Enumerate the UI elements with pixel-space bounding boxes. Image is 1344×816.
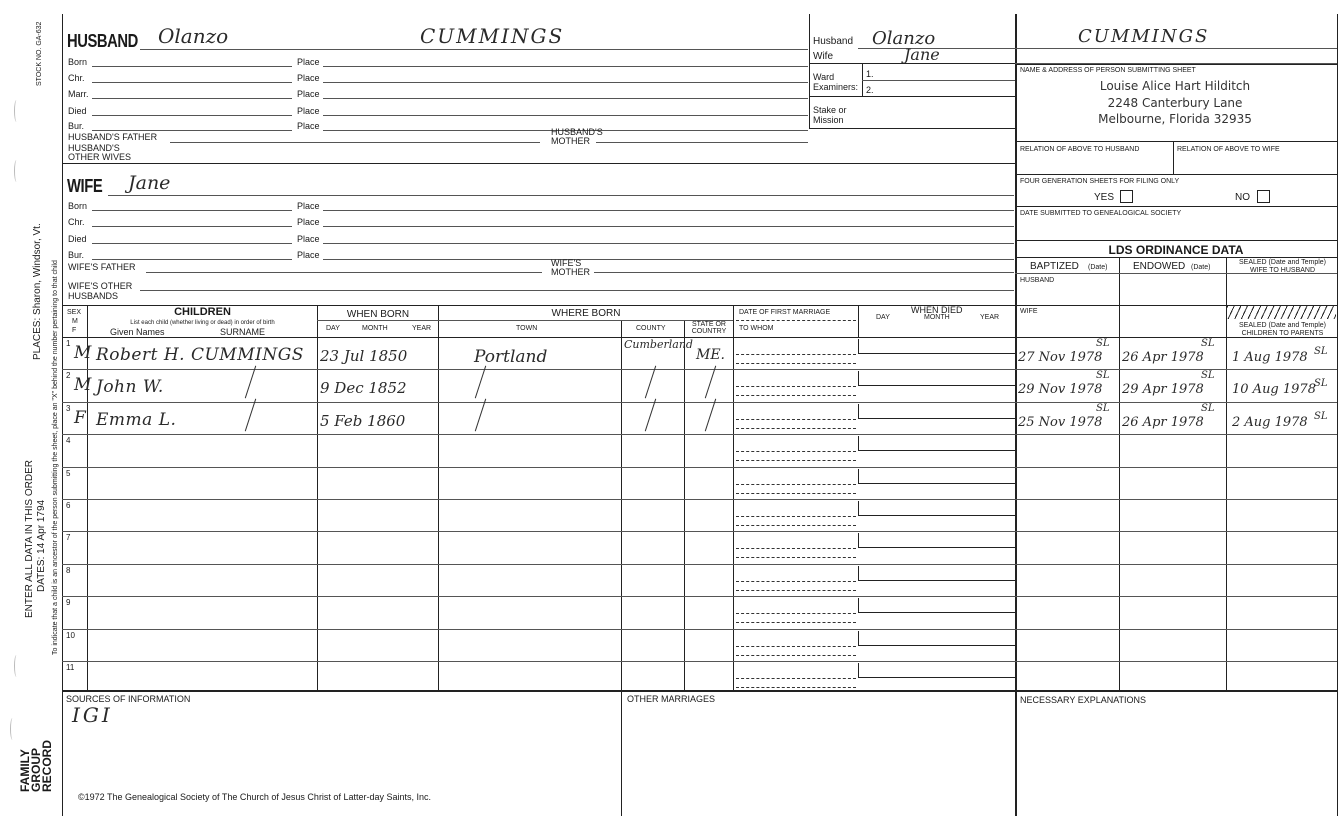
submitter-label: NAME & ADDRESS OF PERSON SUBMITTING SHEET	[1020, 67, 1196, 74]
husband-section-bottom	[62, 163, 1015, 164]
marriage-dash-lower	[736, 687, 856, 688]
four-gen-yes-checkbox[interactable]	[1120, 190, 1133, 203]
header-wife-given: Jane	[904, 45, 940, 64]
ditto-mark	[475, 399, 486, 432]
child-row-number: 5	[66, 469, 71, 478]
husband-surname: CUMMINGS	[420, 24, 565, 48]
child-baptized-code: SL	[1096, 338, 1110, 349]
four-gen-top-line	[1015, 174, 1337, 175]
wife-born-date-line	[92, 210, 292, 211]
child-baptized-date: 29 Nov 1978	[1018, 382, 1103, 397]
ward-label: Ward	[813, 72, 835, 82]
four-gen-no-checkbox[interactable]	[1257, 190, 1270, 203]
marriage-dash	[736, 451, 856, 452]
child-birth-town: Portland	[474, 347, 548, 367]
marriage-dash-lower	[736, 655, 856, 656]
wifes-father-line	[146, 272, 542, 273]
child-sealed-date: 2 Aug 1978	[1232, 415, 1308, 430]
child-birth-state: ME.	[696, 347, 726, 363]
death-date-cell	[858, 469, 1016, 484]
where-born-label: WHERE BORN	[551, 308, 621, 319]
husband-chr-place-line	[323, 82, 808, 83]
husband-marr-place-line	[323, 98, 808, 99]
ditto-mark	[245, 366, 256, 399]
husband-heading: HUSBAND	[67, 31, 138, 51]
wife-died-date-line	[92, 243, 292, 244]
marriage-dash	[736, 613, 856, 614]
husband-bur-place-label: Place	[297, 121, 320, 131]
ditto-mark	[645, 366, 656, 399]
child-row-number: 3	[66, 404, 71, 413]
child-baptized-date: 25 Nov 1978	[1018, 415, 1103, 430]
hatched-cell	[1227, 306, 1336, 319]
wifes-father-label: WIFE'S FATHER	[68, 262, 136, 272]
punch-hole-mark	[14, 100, 19, 122]
child-birth-county: Cumberland	[624, 338, 693, 351]
copyright-notice: ©1972 The Genealogical Society of The Church of Jesus Christ of Latter-day Saints, Inc.	[78, 792, 431, 802]
examiner-mid-line	[862, 80, 1015, 81]
when-born-label: WHEN BORN	[346, 309, 410, 320]
death-date-cell	[858, 631, 1016, 646]
child-row-number: 11	[66, 663, 75, 672]
examiners-label: Examiners:	[813, 82, 859, 92]
husband-died-label: Died	[68, 106, 87, 116]
died-day-label: DAY	[876, 314, 890, 321]
child-name: Robert H. CUMMINGS	[96, 345, 304, 365]
marriage-dash-lower	[736, 428, 856, 429]
child-row-number: 8	[66, 566, 71, 575]
death-date-cell	[858, 566, 1016, 581]
marriage-dash-lower	[736, 395, 856, 396]
husband-given-name: Olanzo	[158, 24, 229, 48]
husband-born-date-line	[92, 66, 292, 67]
sex-f-label: F	[72, 327, 77, 334]
marriage-dash-lower	[736, 622, 856, 623]
death-date-cell	[858, 663, 1016, 678]
relation-top-line	[1015, 141, 1337, 142]
child-sex: F	[74, 408, 86, 428]
child-baptized-date: 27 Nov 1978	[1018, 350, 1103, 365]
child-baptized-code: SL	[1096, 403, 1110, 414]
marriage-dash	[736, 516, 856, 517]
stake-label: Stake or	[813, 105, 847, 115]
marriage-dash-lower	[736, 460, 856, 461]
child-row-line	[62, 564, 1337, 565]
child-endowed-date: 26 Apr 1978	[1122, 350, 1204, 365]
child-row-line	[62, 499, 1337, 500]
marriage-dash	[736, 548, 856, 549]
header-husband-surname: CUMMINGS	[1078, 26, 1210, 47]
examiners-bottom-line	[809, 96, 1015, 97]
wifes-other-husbands-line	[140, 290, 1014, 291]
wife-chr-place-label: Place	[297, 217, 320, 227]
date-submitted-top-line	[1015, 206, 1337, 207]
husband-marr-place-label: Place	[297, 89, 320, 99]
marriage-header-dash	[736, 320, 856, 321]
wife-died-place-label: Place	[297, 234, 320, 244]
sealed-children-parents-2: CHILDREN TO PARENTS	[1241, 330, 1324, 337]
punch-hole-mark	[14, 160, 19, 182]
wifes-other-husbands-label: WIFE'S OTHER HUSBANDS	[68, 281, 133, 301]
lds-title-bottom	[1015, 257, 1337, 258]
name-column-divider	[317, 305, 318, 690]
child-row-line	[62, 661, 1337, 662]
child-endowed-code: SL	[1201, 338, 1215, 349]
wife-bur-date-line	[92, 259, 292, 260]
mission-label: Mission	[813, 115, 844, 125]
husband-bur-label: Bur.	[68, 121, 85, 131]
right-border	[1337, 14, 1338, 816]
marriage-died-divider	[858, 305, 859, 337]
children-note: List each child (whether living or dead) in order of birth	[130, 320, 275, 326]
death-date-cell	[858, 436, 1016, 451]
relation-husband-label: RELATION OF ABOVE TO HUSBAND	[1020, 146, 1140, 153]
town-column-divider	[621, 320, 622, 690]
ditto-mark	[245, 399, 256, 432]
husband-born-place-line	[323, 66, 808, 67]
form-title: FAMILY GROUP RECORD	[18, 739, 54, 792]
necessary-explanations-label: NECESSARY EXPLANATIONS	[1020, 695, 1147, 705]
husband-died-date-line	[92, 115, 292, 116]
examiner-1: 1.	[866, 69, 874, 79]
marriage-dash-lower	[736, 590, 856, 591]
child-row-line	[62, 467, 1337, 468]
marriage-dash-lower	[736, 557, 856, 558]
wife-born-place-label: Place	[297, 201, 320, 211]
child-row-number: 7	[66, 533, 71, 542]
town-label: TOWN	[516, 325, 538, 332]
stock-number: STOCK NO. GA-632	[36, 21, 43, 86]
submitter-top-line	[1015, 64, 1337, 65]
child-row-number: 6	[66, 501, 71, 510]
child-sealed-date: 10 Aug 1978	[1232, 382, 1316, 397]
child-row-line	[62, 629, 1337, 630]
death-date-cell	[858, 501, 1016, 516]
child-sealed-code: SL	[1314, 378, 1328, 389]
husband-born-place-label: Place	[297, 57, 320, 67]
wife-bur-place-label: Place	[297, 250, 320, 260]
wifes-mother-label: WIFE'S MOTHER	[551, 258, 590, 277]
places-note: PLACES: Sharon, Windsor, Vt.	[32, 223, 43, 360]
child-sealed-code: SL	[1314, 411, 1328, 422]
ditto-mark	[475, 366, 486, 399]
lds-subheader-line	[1015, 273, 1337, 274]
header-husband-given: Olanzo	[872, 28, 936, 49]
marriage-dash-lower	[736, 363, 856, 364]
husband-chr-label: Chr.	[68, 73, 85, 83]
left-border	[62, 14, 63, 816]
wife-chr-date-line	[92, 226, 292, 227]
day-label: DAY	[326, 325, 340, 332]
child-endowed-date: 26 Apr 1978	[1122, 415, 1204, 430]
four-gen-no-label: NO	[1235, 192, 1250, 203]
header-husband-label: Husband	[813, 36, 854, 47]
punch-hole-mark	[10, 718, 15, 740]
children-header-bottom	[62, 337, 1015, 338]
endowed-date-label: (Date)	[1191, 264, 1211, 271]
wife-heading: WIFE	[67, 176, 103, 196]
child-row-number: 2	[66, 371, 71, 380]
husbands-father-line	[170, 142, 540, 143]
lds-top-line	[1015, 240, 1337, 241]
marriage-dash	[736, 386, 856, 387]
lds-header-bottom	[1015, 337, 1337, 338]
header-box-left-border	[809, 14, 810, 128]
husband-bur-date-line	[92, 130, 292, 131]
marriage-dash-lower	[736, 493, 856, 494]
husband-died-place-line	[323, 115, 808, 116]
wife-chr-label: Chr.	[68, 217, 85, 227]
wife-chr-place-line	[323, 226, 1014, 227]
death-date-cell	[858, 598, 1016, 613]
ancestor-instruction: To indicate that a child is an ancestor of the person submitting the sheet, place an "X" behind the number pertaining to that child	[52, 260, 59, 655]
header-wife-divider	[809, 63, 1015, 64]
first-marriage-label: DATE OF FIRST MARRIAGE	[739, 309, 831, 316]
enter-order-note: ENTER ALL DATA IN THIS ORDER	[24, 460, 35, 618]
sealed-wife-husband-2: WIFE TO HUSBAND	[1249, 267, 1316, 274]
children-title: CHILDREN	[174, 306, 231, 318]
wife-name-line	[108, 195, 1014, 196]
year-label: YEAR	[412, 325, 432, 332]
child-name: Emma L.	[96, 410, 177, 430]
submitter-street: 2248 Canterbury Lane	[1107, 96, 1243, 110]
child-row-number: 9	[66, 598, 71, 607]
child-row-line	[62, 434, 1337, 435]
child-sealed-date: 1 Aug 1978	[1232, 350, 1308, 365]
child-row-line	[62, 596, 1337, 597]
endowed-label: ENDOWED	[1133, 261, 1186, 272]
lds-title: LDS ORDINANCE DATA	[1108, 243, 1244, 257]
submitter-name: Louise Alice Hart Hilditch	[1099, 79, 1251, 93]
sealed-wife-husband-1: SEALED (Date and Temple)	[1238, 259, 1327, 266]
four-gen-yes-label: YES	[1094, 192, 1115, 203]
died-year-label: YEAR	[980, 314, 1000, 321]
husband-chr-place-label: Place	[297, 73, 320, 83]
footer-top-line	[62, 690, 1337, 692]
husbands-father-label: HUSBAND'S FATHER	[68, 132, 158, 142]
punch-hole-mark	[14, 655, 19, 677]
marriage-dash	[736, 581, 856, 582]
lds-divider-2	[1226, 257, 1227, 690]
wife-bur-place-line	[323, 259, 1014, 260]
lds-husband-label: HUSBAND	[1020, 277, 1055, 284]
husband-died-place-label: Place	[297, 106, 320, 116]
born-column-divider	[438, 305, 439, 690]
child-endowed-date: 29 Apr 1978	[1122, 382, 1204, 397]
when-died-label: WHEN DIED	[911, 305, 963, 315]
county-label: COUNTY	[636, 325, 666, 332]
child-row-line	[62, 531, 1337, 532]
child-endowed-code: SL	[1201, 403, 1215, 414]
child-row-number: 1	[66, 339, 71, 348]
ditto-mark	[705, 399, 716, 432]
wife-died-place-line	[323, 243, 1014, 244]
header-wife-label: Wife	[813, 51, 833, 62]
died-month-label: MONTH	[924, 314, 950, 321]
child-name: John W.	[96, 377, 164, 397]
husbands-other-wives-label: HUSBAND'S OTHER WIVES	[68, 143, 132, 162]
ditto-mark	[705, 366, 716, 399]
child-birth-date: 9 Dec 1852	[320, 379, 407, 397]
husband-marr-date-line	[92, 98, 292, 99]
dates-note: DATES: 14 Apr 1794	[36, 499, 47, 592]
husband-marr-label: Marr.	[68, 89, 89, 99]
sources-label: SOURCES OF INFORMATION	[66, 694, 191, 704]
wife-died-label: Died	[68, 234, 87, 244]
death-date-cell	[858, 339, 1016, 354]
child-sealed-code: SL	[1314, 346, 1328, 357]
death-date-cell	[858, 404, 1016, 419]
sealed-children-parents-1: SEALED (Date and Temple)	[1238, 322, 1327, 329]
death-date-cell	[858, 533, 1016, 548]
death-date-cell	[858, 371, 1016, 386]
relation-divider	[1173, 141, 1174, 174]
relation-wife-label: RELATION OF ABOVE TO WIFE	[1177, 146, 1280, 153]
child-birth-date: 23 Jul 1850	[320, 347, 408, 365]
other-marriages-label: OTHER MARRIAGES	[627, 694, 716, 704]
husbands-mother-line	[596, 142, 808, 143]
ditto-mark	[645, 399, 656, 432]
child-baptized-code: SL	[1096, 370, 1110, 381]
lds-divider-1	[1119, 257, 1120, 690]
child-row-number: 4	[66, 436, 71, 445]
header-box-bottom	[809, 128, 1015, 129]
marriage-dash	[736, 484, 856, 485]
wife-born-label: Born	[68, 201, 88, 211]
marriage-dash-lower	[736, 525, 856, 526]
marriage-dash	[736, 646, 856, 647]
child-sex: M	[74, 343, 92, 363]
marriage-dash	[736, 354, 856, 355]
footer-divider-1	[621, 690, 622, 816]
husband-name-line	[140, 49, 808, 50]
sex-label: SEX	[67, 309, 82, 316]
month-label: MONTH	[362, 325, 388, 332]
wife-born-place-line	[323, 210, 1014, 211]
wife-given-name: Jane	[128, 172, 171, 194]
where-column-divider	[733, 305, 734, 690]
wife-bur-label: Bur.	[68, 250, 85, 260]
child-birth-date: 5 Feb 1860	[320, 412, 406, 430]
sex-m-label: M	[72, 318, 78, 325]
to-whom-label: TO WHOM	[739, 325, 774, 332]
lds-wife-label: WIFE	[1020, 308, 1038, 315]
husband-chr-date-line	[92, 82, 292, 83]
examiner-2: 2.	[866, 85, 874, 95]
baptized-date-label: (Date)	[1088, 264, 1108, 271]
husband-born-label: Born	[68, 57, 88, 67]
marriage-dash	[736, 678, 856, 679]
surname-label: SURNAME	[220, 327, 266, 337]
born-subheader-line	[317, 320, 733, 321]
given-names-label: Given Names	[110, 327, 165, 337]
child-sex: M	[74, 375, 92, 395]
marriage-dash	[736, 419, 856, 420]
date-submitted-label: DATE SUBMITTED TO GENEALOGICAL SOCIETY	[1020, 210, 1182, 217]
four-gen-label: FOUR GENERATION SHEETS FOR FILING ONLY	[1020, 178, 1180, 185]
child-row-number: 10	[66, 631, 75, 640]
county-column-divider	[684, 320, 685, 690]
sources-value: IGI	[72, 703, 113, 727]
state-label: STATE OR COUNTRY	[691, 321, 727, 335]
child-endowed-code: SL	[1201, 370, 1215, 381]
husbands-mother-label: HUSBAND'S MOTHER	[551, 127, 603, 146]
baptized-label: BAPTIZED	[1030, 261, 1079, 272]
wifes-mother-line	[594, 272, 1014, 273]
submitter-city: Melbourne, Florida 32935	[1098, 112, 1252, 126]
